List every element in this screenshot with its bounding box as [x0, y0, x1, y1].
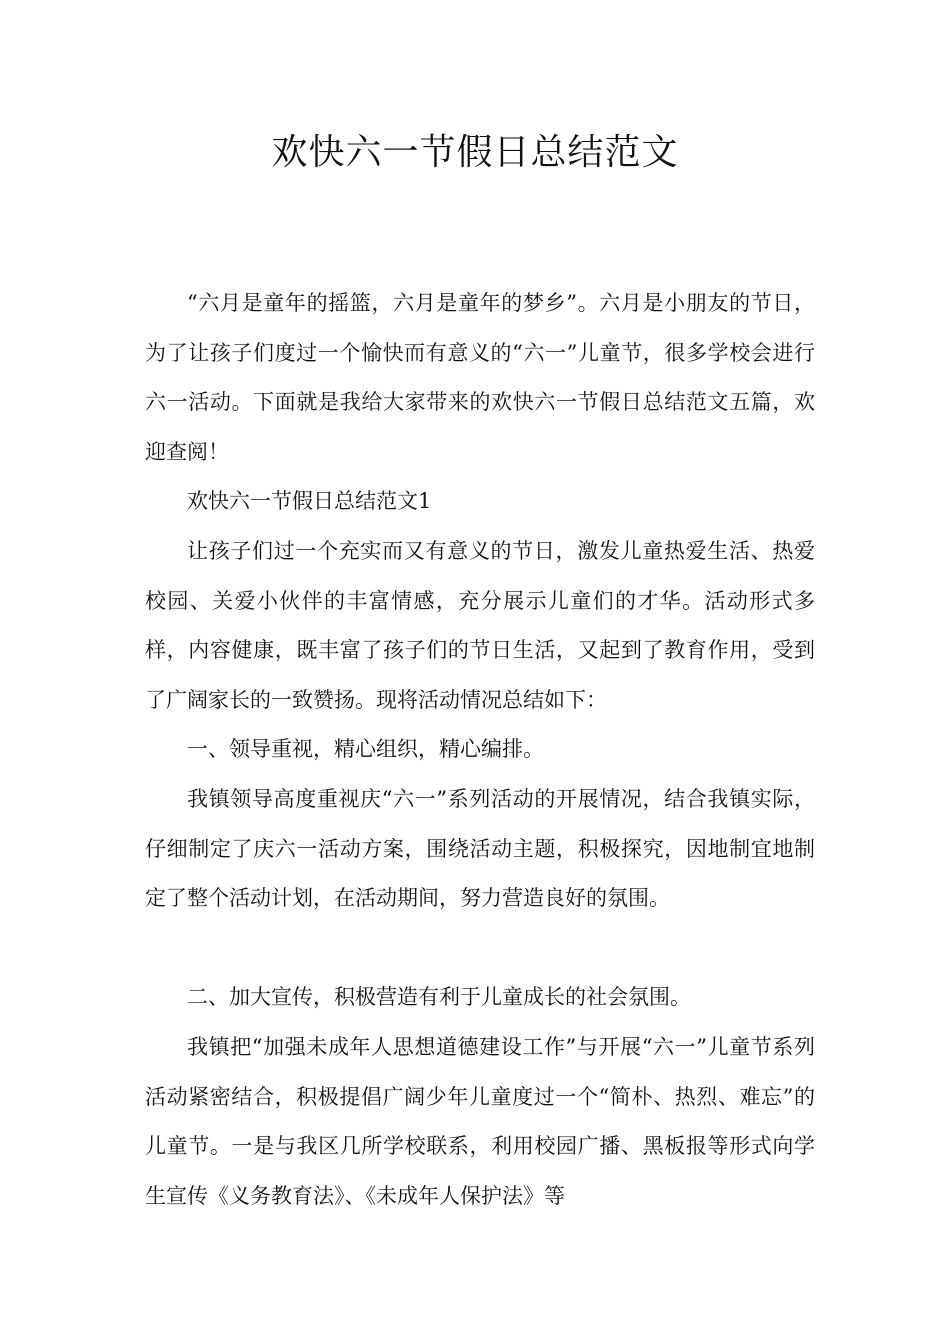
subheading-2: 二、加大宣传，积极营造有利于儿童成长的社会氛围。: [187, 985, 691, 1010]
paragraph-3: 我镇把“加强未成年人思想道德建设工作”与开展“六一”儿童节系列活动紧密结合，积极提倡广阔少年儿童度过一个“简朴、热烈、难忘”的儿童节。一是与我区几所学校联系，利用校园广播、黑板报等形式向学生宣传《义务教育法》、《未成年人保护法》等: [145, 1034, 815, 1208]
document-title: 欢快六一节假日总结范文: [271, 132, 679, 173]
intro-paragraph: “六月是童年的摇篮，六月是童年的梦乡”。六月是小朋友的节日，为了让孩子们度过一个愉快而有意义的“六一”儿童节，很多学校会进行六一活动。下面就是我给大家带来的欢快六一节假日总结范文五篇，欢迎查阅！: [145, 291, 815, 464]
paragraph-1: 让孩子们过一个充实而又有意义的节日，激发儿童热爱生活、热爱校园、关爱小伙伴的丰富情感，充分展示儿童们的才华。活动形式多样，内容健康，既丰富了孩子们的节日生活，又起到了教育作用，受到了广阔家长的一致赞扬。现将活动情况总结如下：: [145, 538, 815, 712]
subheading-1: 一、领导重视，精心组织，精心编排。: [187, 737, 544, 762]
section-heading-1: 欢快六一节假日总结范文1: [187, 489, 432, 514]
document-body: [145, 279, 815, 1221]
paragraph-2: 我镇领导高度重视庆“六一”系列活动的开展情况，结合我镇实际，仔细制定了庆六一活动方案，围绕活动主题，积极探究，因地制宜地制定了整个活动计划，在活动期间，努力营造良好的氛围。: [145, 786, 815, 911]
